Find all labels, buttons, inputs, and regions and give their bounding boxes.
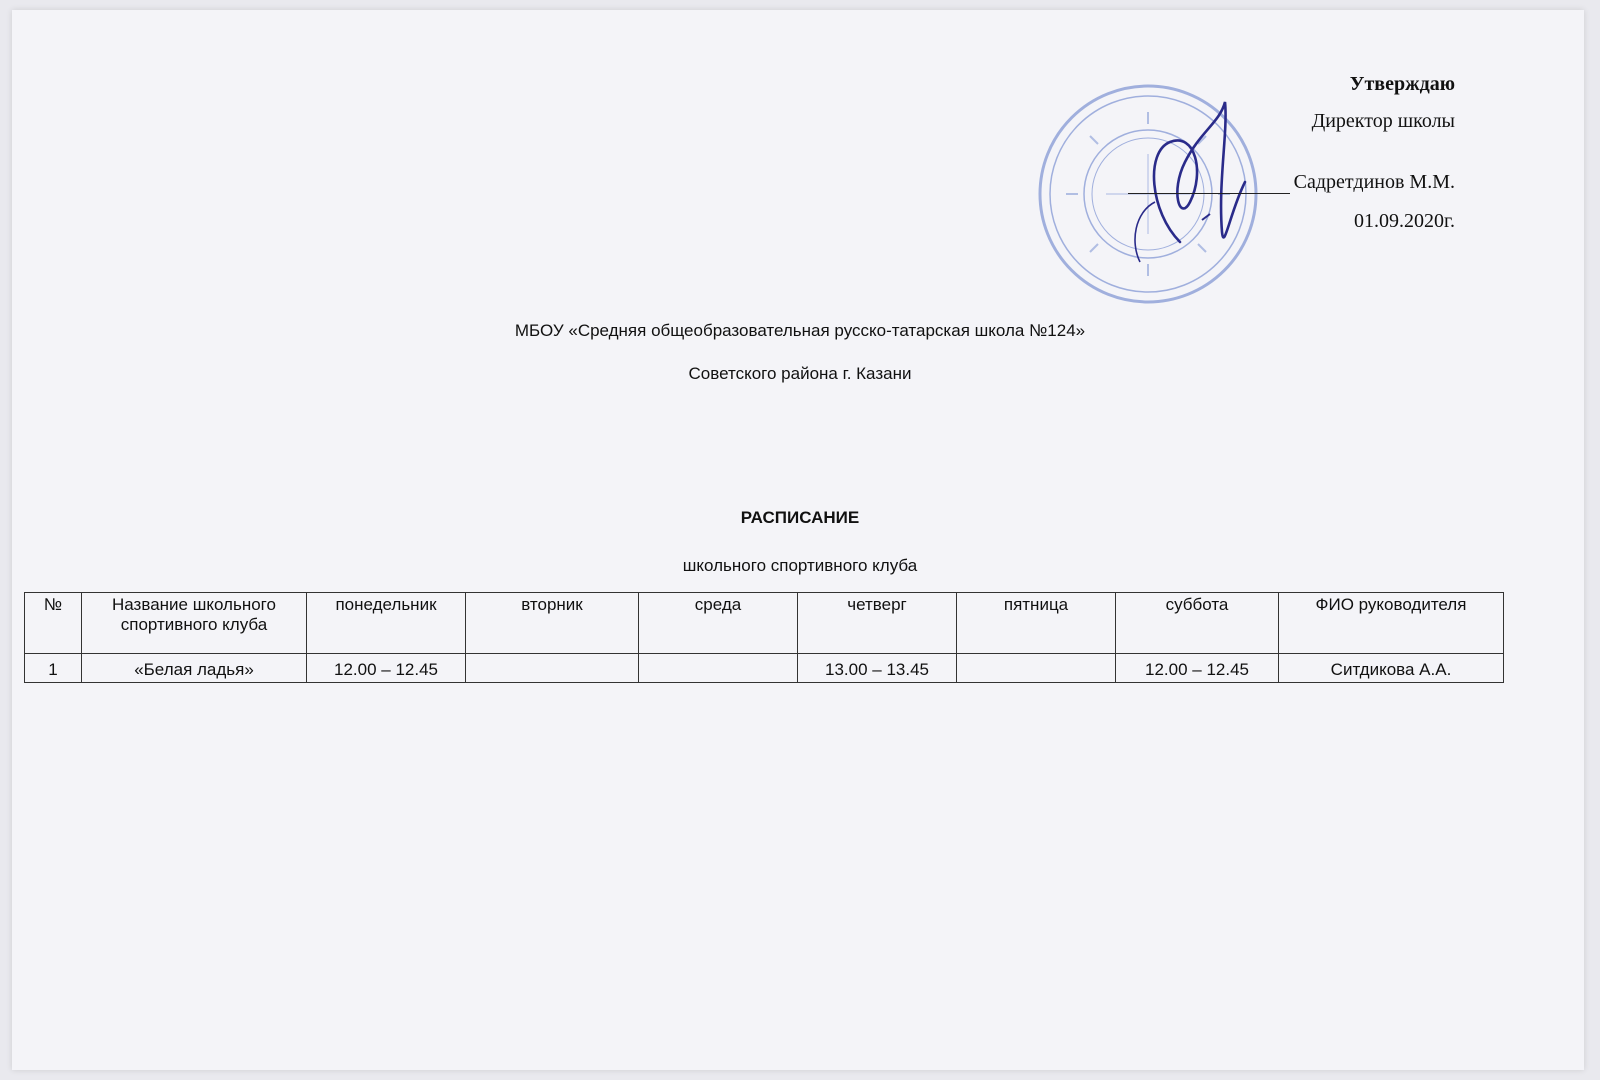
- table-header-row: [25, 593, 1504, 654]
- header-supervisor: ФИО руководителя: [1279, 593, 1504, 654]
- header-club-name: Название школьного спортивного клуба: [82, 593, 307, 654]
- header-saturday: суббота: [1116, 593, 1279, 654]
- school-district: Советского района г. Казани: [688, 364, 912, 383]
- school-name: МБОУ «Средняя общеобразовательная русско-татарская школа №124»: [514, 321, 1086, 340]
- cell-wednesday: [639, 654, 798, 683]
- cell-monday: 12.00 – 12.45: [307, 654, 466, 683]
- cell-thursday: 13.00 – 13.45: [798, 654, 957, 683]
- table-row: [25, 654, 1504, 683]
- cell-tuesday: [466, 654, 639, 683]
- cell-saturday: 12.00 – 12.45: [1116, 654, 1279, 683]
- header-number: №: [25, 593, 82, 654]
- cell-friday: [957, 654, 1116, 683]
- document-title: РАСПИСАНИЕ: [740, 508, 860, 527]
- header-wednesday: среда: [639, 593, 798, 654]
- header-friday: пятница: [957, 593, 1116, 654]
- schedule-table: [24, 592, 1504, 683]
- header-tuesday: вторник: [466, 593, 639, 654]
- document-subtitle: школьного спортивного клуба: [682, 556, 918, 575]
- cell-supervisor: Ситдикова А.А.: [1279, 654, 1504, 683]
- approval-role: Директор школы: [1311, 110, 1455, 132]
- cell-club-name: «Белая ладья»: [82, 654, 307, 683]
- signature-line: [1128, 171, 1455, 194]
- director-name: Садретдинов М.М.: [1293, 171, 1455, 193]
- signature-underline: [1128, 175, 1290, 194]
- approval-date: 01.09.2020г.: [1354, 210, 1455, 232]
- approval-title: Утверждаю: [1349, 73, 1455, 95]
- header-monday: понедельник: [307, 593, 466, 654]
- header-thursday: четверг: [798, 593, 957, 654]
- approval-block: [1128, 73, 1455, 233]
- cell-number: 1: [25, 654, 82, 683]
